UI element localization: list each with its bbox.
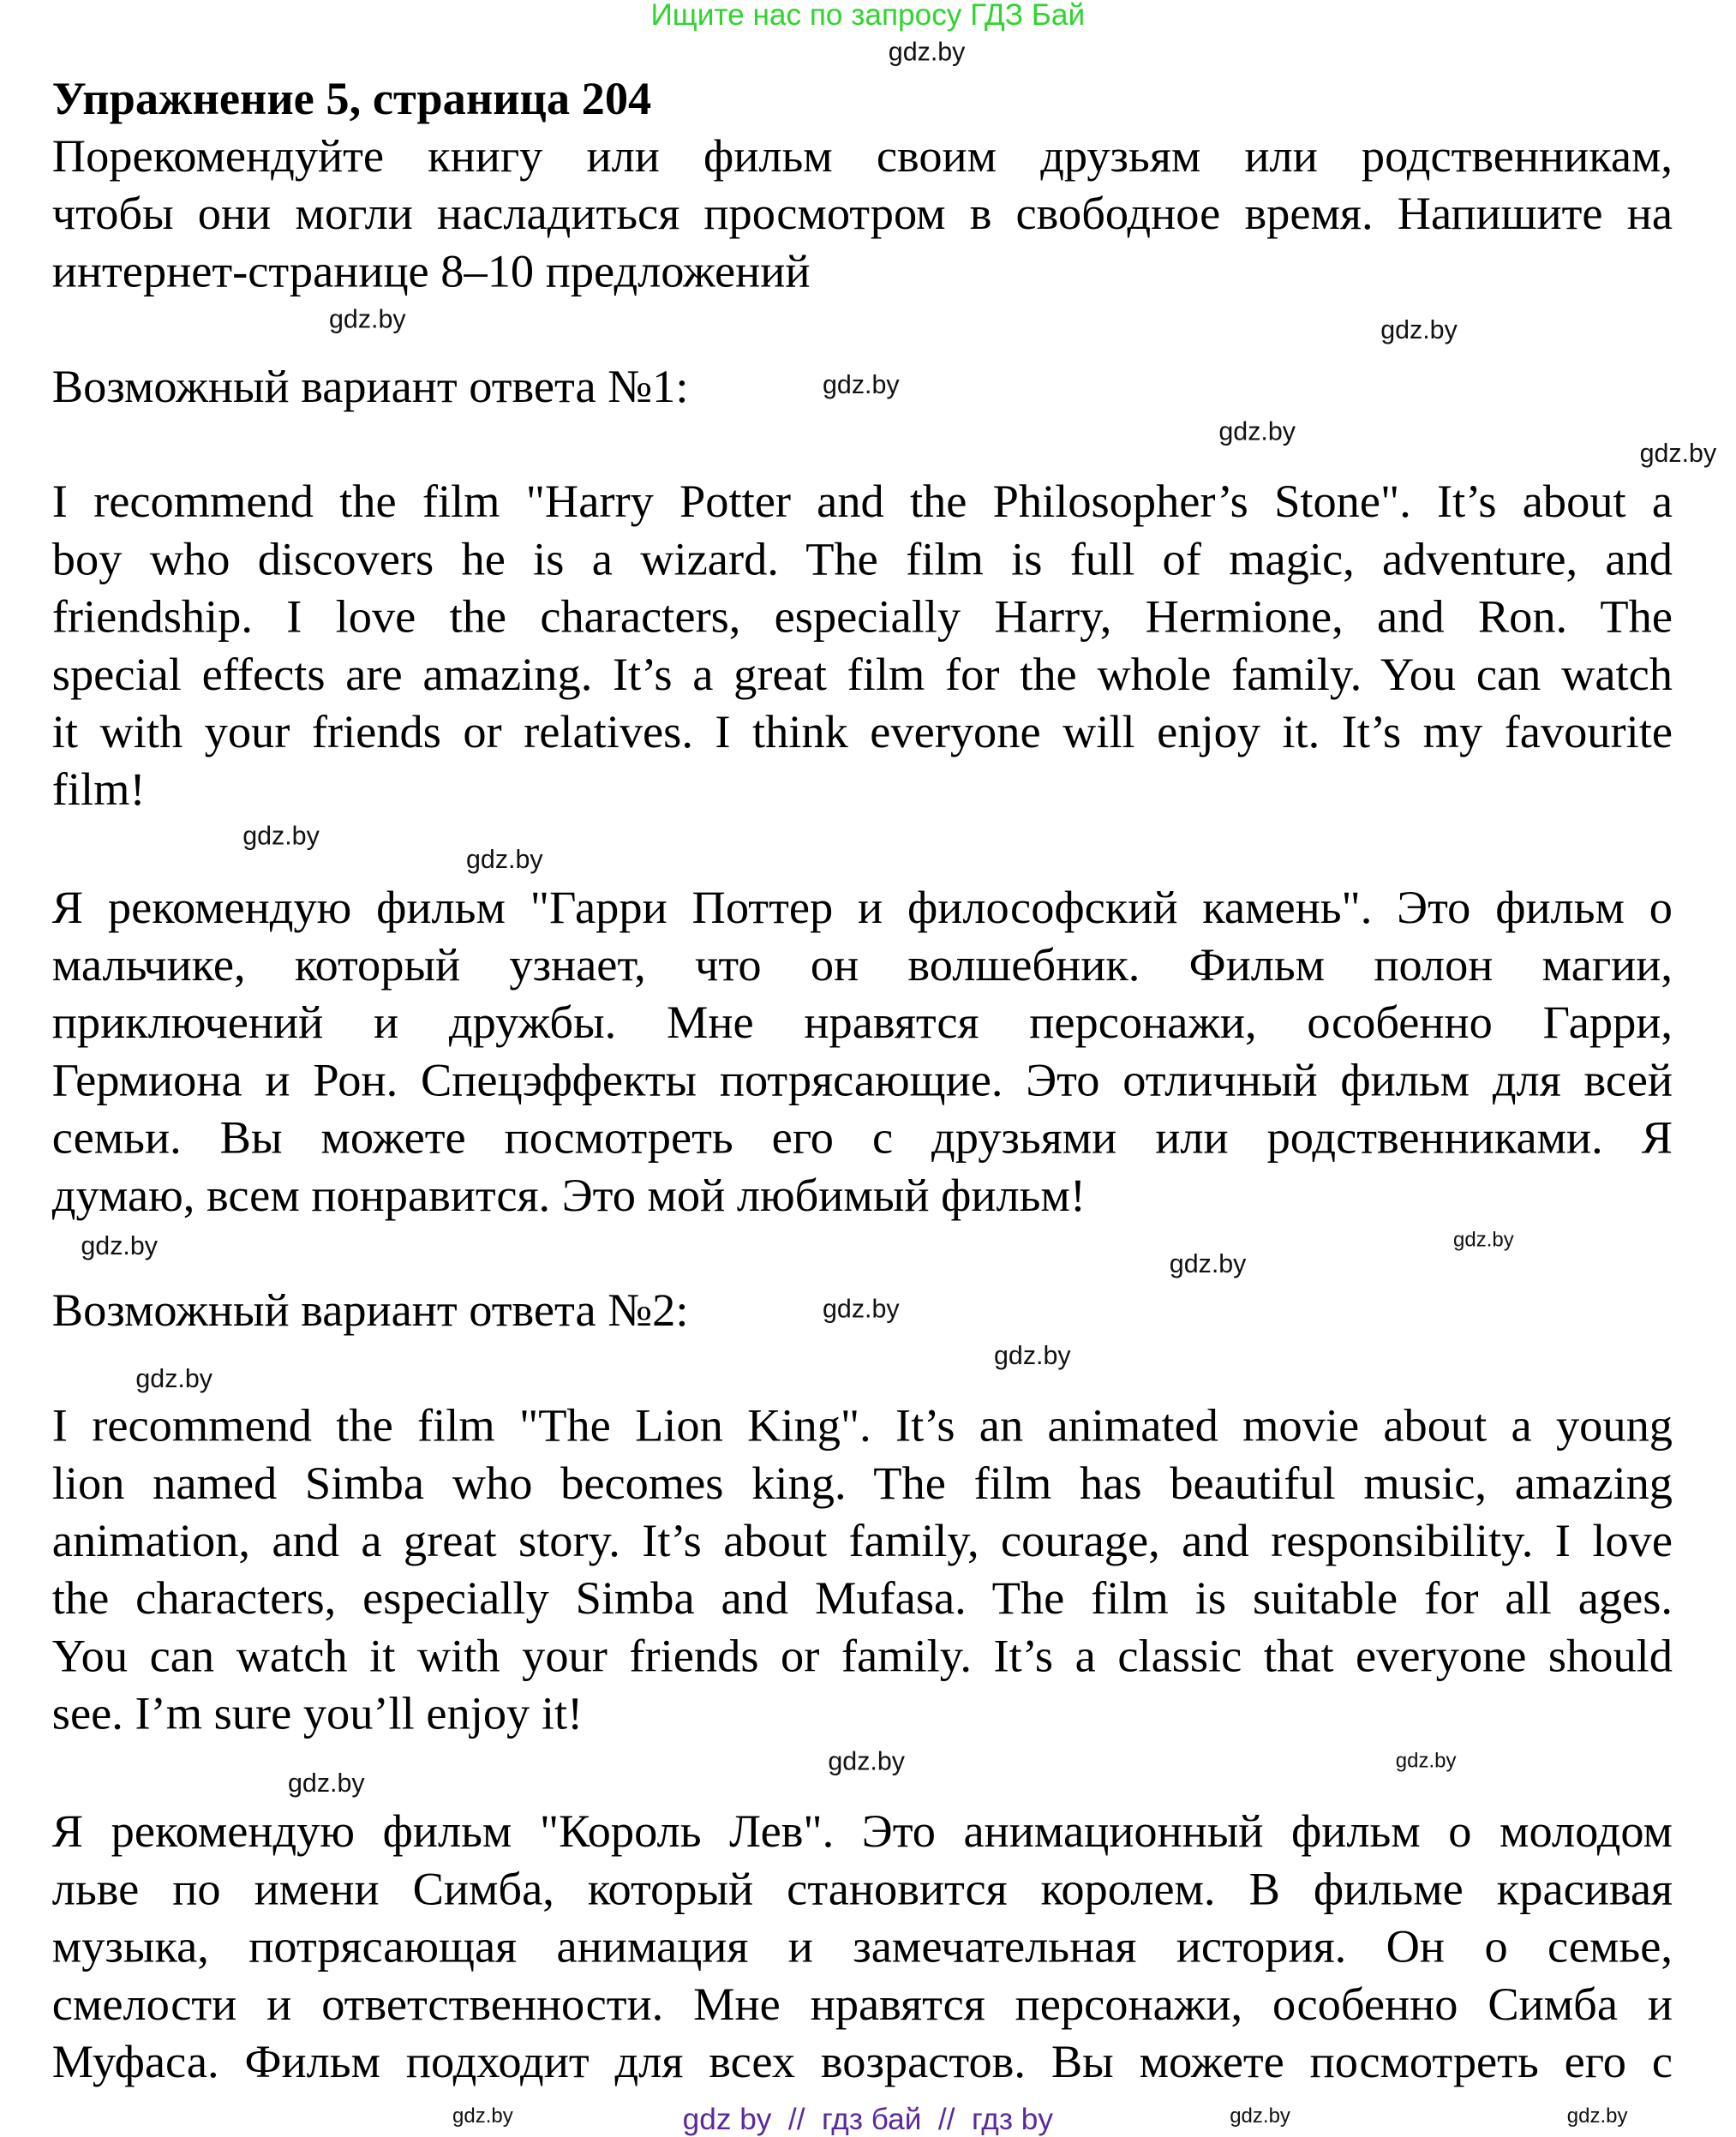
text-line: музыка, потрясающая анимация и замечательная история. Он о семье, [51, 1922, 1673, 1973]
watermark: gdz.by [828, 1748, 905, 1777]
watermark: gdz.by [1169, 1250, 1247, 1279]
watermark: gdz.by [466, 846, 543, 875]
text-line: I recommend the film "Harry Potter and the Philosopher’s Stone". It’s about a [51, 476, 1673, 528]
watermark: gdz.by [1380, 316, 1458, 346]
variant1-russian [52, 880, 1673, 1225]
variant2-label: Возможный вариант ответа №2: [51, 1285, 689, 1337]
footer-links[interactable]: gdz by // гдз бай // гдз by [682, 2101, 1053, 2136]
page-title: Упражнение 5, страница 204 [51, 74, 652, 125]
text-line: льве по имени Симба, который становится королем. В фильме красивая [51, 1865, 1673, 1916]
variant2-russian [52, 1805, 1673, 2092]
text-line: приключений и дружбы. Мне нравятся персонажи, особенно Гарри, [51, 997, 1673, 1049]
text-line: семьи. Вы можете посмотреть его с друзьями или родственниками. Я [51, 1113, 1673, 1164]
variant2-english [52, 1398, 1673, 1744]
watermark: gdz.by [242, 823, 320, 852]
watermark: gdz.by [452, 2104, 513, 2128]
variant1-label: Возможный вариант ответа №1: [51, 362, 689, 413]
text-line: Я рекомендую фильм "Король Лев". Это анимационный фильм о молодом [51, 1806, 1673, 1858]
watermark: gdz.by [823, 371, 900, 401]
watermark: gdz.by [823, 1296, 900, 1325]
watermark: gdz.by [994, 1342, 1071, 1371]
watermark: gdz.by [1230, 2104, 1290, 2128]
text-line: думаю, всем понравится. Это мой любимый фильм! [51, 1170, 1086, 1222]
text-line: Гермиона и Рон. Спецэффекты потрясающие. Это отличный фильм для всей [51, 1056, 1673, 1107]
watermark: gdz.by [81, 1232, 158, 1261]
text-line: смелости и ответственности. Мне нравятся персонажи, особенно Симба и [51, 1979, 1673, 2031]
text-line: чтобы они могли насладиться просмотром в свободное время. Напишите на [51, 189, 1673, 240]
text-line: film! [51, 764, 146, 816]
variant1-english [52, 475, 1673, 820]
watermark: gdz.by [1453, 1228, 1514, 1252]
text-line: animation, and a great story. It’s about family, courage, and responsibility. I love [51, 1516, 1673, 1567]
watermark: gdz.by [1218, 418, 1296, 447]
text-line: friendship. I love the characters, especially Harry, Hermione, and Ron. The [51, 592, 1673, 643]
text-line: мальчике, который узнает, что он волшебник. Фильм полон магии, [51, 940, 1673, 991]
watermark: gdz.by [1639, 440, 1717, 470]
watermark: gdz.by [135, 1365, 213, 1395]
text-line: Я рекомендую фильм "Гарри Поттер и философский камень". Это фильм о [51, 883, 1673, 934]
text-line: интернет-странице 8–10 предложений [51, 247, 811, 298]
text-line: it with your friends or relatives. I think everyone will enjoy it. It’s my favourite [51, 707, 1673, 758]
text-line: special effects are amazing. It’s a great film for the whole family. You can watch [51, 649, 1673, 701]
text-line: see. I’m sure you’ll enjoy it! [51, 1689, 584, 1740]
text-line: I recommend the film "The Lion King". It’s an animated movie about a young [51, 1401, 1673, 1452]
text-line: Порекомендуйте книгу или фильм своим друзьям или родственникам, [51, 131, 1673, 183]
header-banner[interactable]: Ищите нас по запросу ГДЗ Бай [650, 0, 1086, 32]
text-line: You can watch it with your friends or family. It’s a classic that everyone should [51, 1631, 1673, 1683]
task-text [52, 129, 1673, 302]
text-line: Муфаса. Фильм подходит для всех возрастов. Вы можете посмотреть его с [51, 2037, 1673, 2088]
watermark: gdz.by [329, 305, 406, 335]
watermark: gdz.by [888, 38, 966, 68]
watermark: gdz.by [288, 1769, 365, 1799]
text-line: the characters, especially Simba and Mufasa. The film is suitable for all ages. [51, 1573, 1673, 1625]
text-line: lion named Simba who becomes king. The film has beautiful music, amazing [51, 1458, 1673, 1510]
watermark: gdz.by [1566, 2104, 1628, 2128]
text-line: boy who discovers he is a wizard. The film is full of magic, adventure, and [51, 535, 1673, 586]
watermark: gdz.by [1395, 1749, 1457, 1773]
